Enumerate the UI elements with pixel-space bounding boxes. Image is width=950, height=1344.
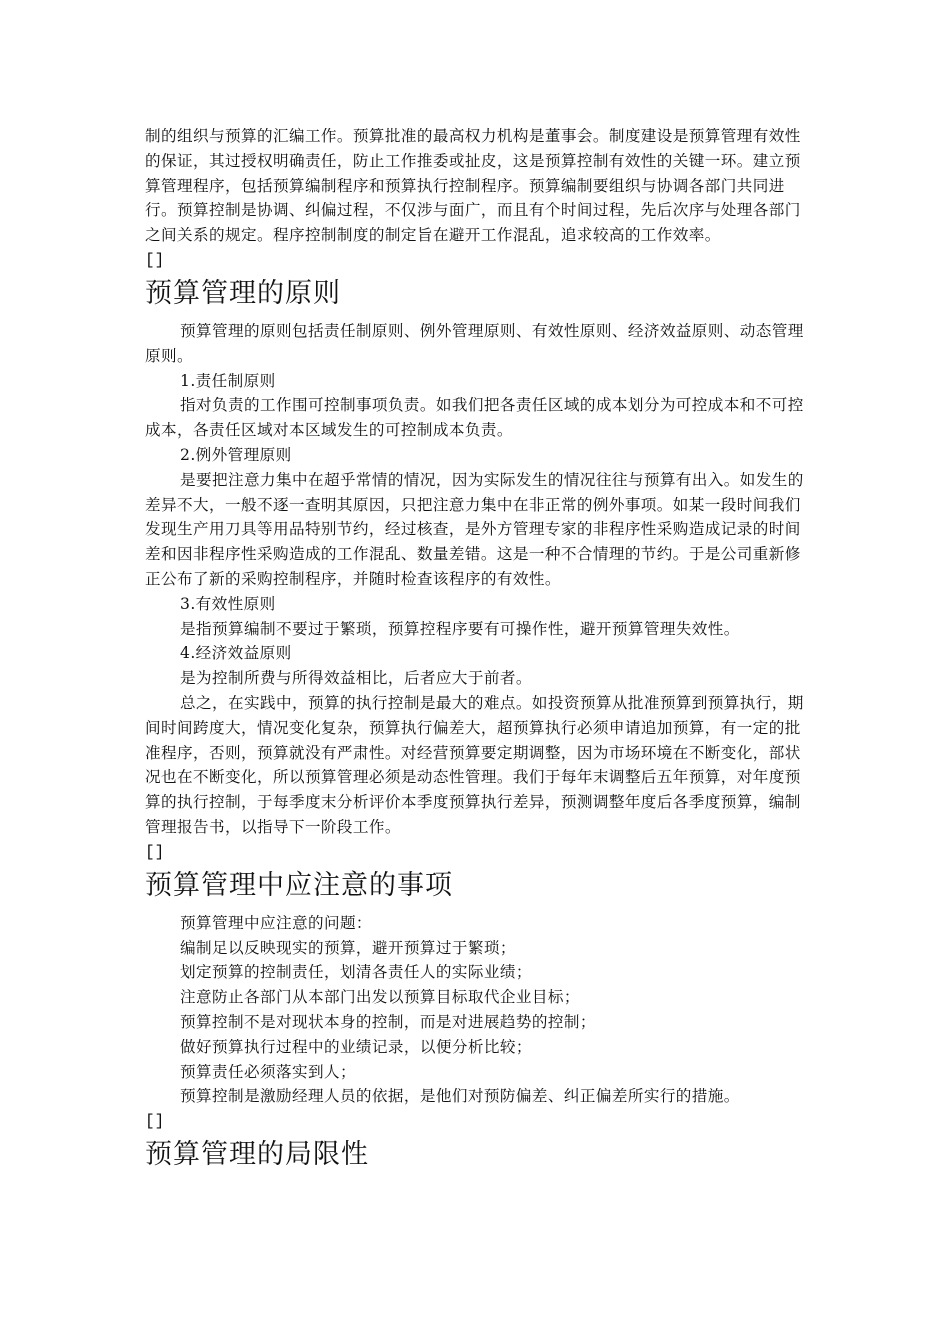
notes-item: 预算责任必须落实到人；: [180, 1062, 356, 1081]
principle-4-title: 4.经济效益原则: [180, 644, 292, 663]
notes-item: 做好预算执行过程中的业绩记录，以便分析比较；: [180, 1037, 532, 1056]
principle-4-text: 是为控制所费与所得效益相比，后者应大于前者。: [180, 669, 532, 688]
section-heading-principles: 预算管理的原则: [145, 277, 341, 309]
principles-summary: 总之，在实践中，预算的执行控制是最大的难点。如投资预算从批准预算到预算执行，期间时间跨度大，情况变化复杂，预算执行偏差大，超预算执行必须申请追加预算，有一定的批准程序，否则，预算就没有严肃性。对经营预算要定期调整，因为市场环境在不断变化，部状况也在不断变化，所以预算管理必须是动态性管理。我们于每年末调整后五年预算，对年度预算的执行控制，于每季度末分析评价本季度预算执行差异，预测调整年度后各季度预算，编制管理报告书，以指导下一阶段工作。: [145, 693, 804, 836]
bracket-marker: []: [145, 250, 165, 269]
notes-item: 编制足以反映现实的预算，避开预算过于繁琐；: [180, 938, 516, 957]
bracket-marker: []: [145, 1112, 165, 1131]
principle-3-title: 3.有效性原则: [180, 594, 276, 613]
notes-item: 预算管理中应注意的问题：: [180, 913, 372, 932]
section-heading-notes: 预算管理中应注意的事项: [145, 869, 453, 901]
notes-item: 划定预算的控制责任，划清各责任人的实际业绩；: [180, 963, 532, 982]
principle-2-title: 2.例外管理原则: [180, 445, 292, 464]
bracket-marker: []: [145, 842, 165, 861]
principle-1-title: 1.责任制原则: [180, 371, 276, 390]
top-paragraph: 制的组织与预算的汇编工作。预算批准的最高权力机构是董事会。制度建设是预算管理有效性的保证，其过授权明确责任，防止工作推委或扯皮，这是预算控制有效性的关键一环。建立预算管理程序，包括预算编制程序和预算执行控制程序。预算编制要组织与协调各部门共同进行。预算控制是协调、纠偏过程，不仅涉与面广，而且有个时间过程，先后次序与处理各部门之间关系的规定。程序控制制度的制定旨在避开工作混乱，追求较高的工作效率。: [145, 127, 801, 245]
document-page: [145, 124, 811, 1180]
principle-2-text: 是要把注意力集中在超乎常情的情况，因为实际发生的情况往往与预算有出入。如发生的差异不大，一般不逐一查明其原因，只把注意力集中在非正常的例外事项。如某一段时间我们发现生产用刀具等用品特别节约，经过核查，是外方管理专家的非程序性采购造成记录的时间差和因非程序性采购造成的工作混乱、数量差错。这是一种不合情理的节约。于是公司重新修正公布了新的采购控制程序，并随时检查该程序的有效性。: [145, 470, 804, 588]
section-heading-limitations: 预算管理的局限性: [145, 1139, 369, 1171]
notes-item: 注意防止各部门从本部门出发以预算目标取代企业目标；: [180, 988, 580, 1007]
principle-3-text: 是指预算编制不要过于繁琐，预算控程序要有可操作性，避开预算管理失效性。: [180, 619, 740, 638]
principles-intro: 预算管理的原则包括责任制原则、例外管理原则、有效性原则、经济效益原则、动态管理原则。: [145, 321, 804, 365]
principle-1-text: 指对负责的工作围可控制事项负责。如我们把各责任区域的成本划分为可控成本和不可控成本，各责任区域对本区域发生的可控制成本负责。: [145, 396, 804, 440]
notes-item: 预算控制是激励经理人员的依据，是他们对预防偏差、纠正偏差所实行的措施。: [180, 1087, 740, 1106]
notes-item: 预算控制不是对现状本身的控制，而是对进展趋势的控制；: [180, 1012, 596, 1031]
